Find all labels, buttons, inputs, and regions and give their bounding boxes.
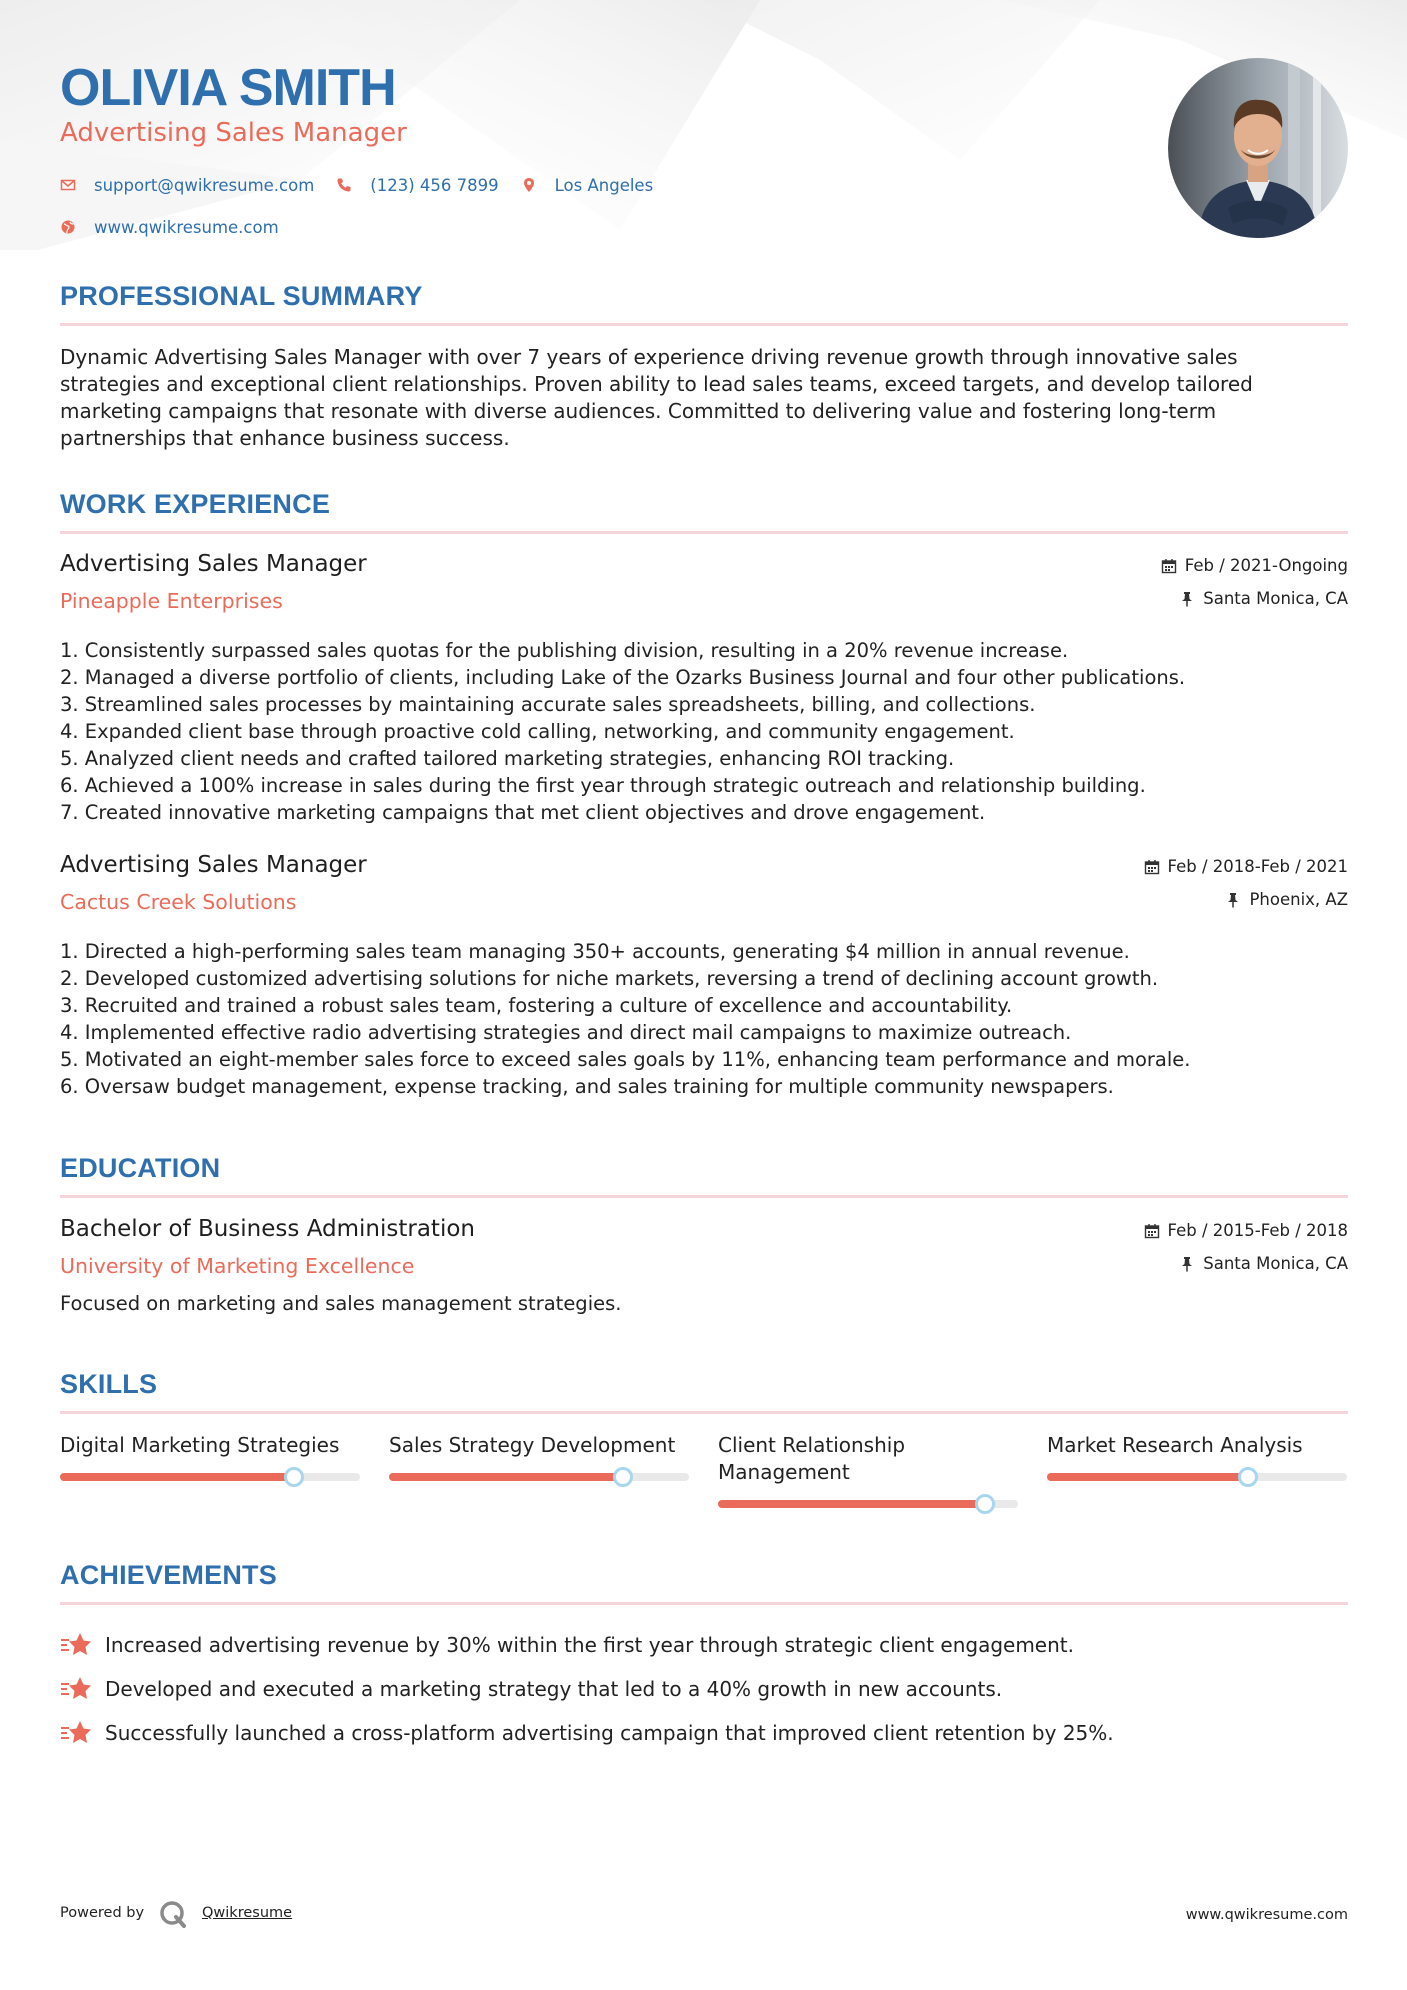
list-item: 5. Analyzed client needs and crafted tailored marketing strategies, enhancing ROI tracking.	[60, 747, 955, 770]
calendar-icon	[1161, 558, 1177, 574]
job-header	[60, 551, 1348, 625]
skill-name: Digital Marketing Strategies	[60, 1433, 340, 1457]
envelope-icon	[60, 177, 76, 193]
skills-list	[60, 1432, 1348, 1508]
list-item: 6. Achieved a 100% increase in sales during the first year through strategic outreach and relationship building.	[60, 774, 1146, 797]
skills-section	[60, 1369, 1348, 1508]
job-bullets	[60, 637, 1348, 826]
job-location-text: Santa Monica, CA	[1203, 589, 1348, 608]
footer	[60, 1895, 1348, 1935]
job-entry-2	[60, 852, 1348, 1100]
skill-bar-knob	[284, 1467, 304, 1487]
skill-item	[389, 1432, 689, 1508]
skill-bar-knob	[1238, 1467, 1258, 1487]
list-item: 5. Motivated an eight-member sales force to exceed sales goals by 11%, enhancing team performance and morale.	[60, 1048, 1191, 1071]
qwikresume-logo-icon	[158, 1899, 188, 1929]
phone-contact	[336, 176, 498, 195]
pushpin-icon	[1225, 892, 1241, 908]
summary-section	[60, 281, 1348, 452]
section-divider	[60, 323, 1348, 326]
education-location-text: Santa Monica, CA	[1203, 1254, 1348, 1273]
skill-bar	[1047, 1473, 1347, 1481]
contact-info	[60, 173, 960, 257]
candidate-name: OLIVIA SMITH	[60, 59, 396, 117]
achievements-section	[60, 1560, 1348, 1755]
job-date-text: Feb / 2018-Feb / 2021	[1167, 857, 1348, 876]
job-company: Cactus Creek Solutions	[60, 890, 297, 914]
map-pin-icon	[521, 177, 537, 193]
skill-bar	[389, 1473, 689, 1481]
section-divider	[60, 531, 1348, 534]
achievements-list	[60, 1623, 1348, 1755]
list-item: 2. Developed customized advertising solutions for niche markets, reversing a trend of declining account growth.	[60, 967, 1159, 990]
phone-number: (123) 456 7899	[370, 175, 499, 195]
section-divider	[60, 1411, 1348, 1414]
job-location	[1225, 890, 1348, 909]
skill-bar-fill	[718, 1500, 985, 1508]
job-location-text: Phoenix, AZ	[1249, 890, 1348, 909]
job-date-text: Feb / 2021-Ongoing	[1184, 556, 1348, 575]
pushpin-icon	[1179, 591, 1195, 607]
job-date	[1144, 857, 1348, 876]
summary-line: Dynamic Advertising Sales Manager with over 7 years of experience driving revenue growth through innovative sales	[60, 345, 1238, 369]
calendar-icon	[1144, 859, 1160, 875]
experience-section	[60, 489, 1348, 534]
list-item: 1. Directed a high-performing sales team managing 350+ accounts, generating $4 million in annual revenue.	[60, 940, 1130, 963]
location-contact	[521, 176, 654, 195]
job-role: Advertising Sales Manager	[60, 551, 367, 577]
website-contact[interactable]	[60, 218, 279, 237]
profile-photo	[1168, 58, 1348, 238]
section-divider	[60, 1195, 1348, 1198]
job-date	[1161, 556, 1348, 575]
education-description: Focused on marketing and sales management strategies.	[60, 1292, 622, 1315]
phone-icon	[336, 177, 352, 193]
footer-url-link[interactable]: www.qwikresume.com	[1185, 1907, 1348, 1923]
skill-bar-fill	[1047, 1473, 1248, 1481]
degree: Bachelor of Business Administration	[60, 1216, 475, 1242]
list-item: 7. Created innovative marketing campaigns that met client objectives and drove engagement.	[60, 801, 986, 824]
achievement-text: Increased advertising revenue by 30% within the first year through strategic client engagement.	[105, 1633, 1074, 1657]
education-header	[60, 1216, 1348, 1290]
summary-text	[60, 344, 1348, 452]
skill-name: Sales Strategy Development	[389, 1433, 676, 1457]
star-badge-icon	[60, 1631, 92, 1659]
summary-line: strategies and exceptional client relationships. Proven ability to lead sales teams, exceed targets, and develop tailored	[60, 372, 1253, 396]
list-item: 3. Recruited and trained a robust sales team, fostering a culture of excellence and accountability.	[60, 994, 1013, 1017]
list-item: 2. Managed a diverse portfolio of clients, including Lake of the Ozarks Business Journal and four other publications.	[60, 666, 1186, 689]
skill-bar-knob	[613, 1467, 633, 1487]
email-link[interactable]: support@qwikresume.com	[94, 175, 315, 195]
pushpin-icon	[1179, 1256, 1195, 1272]
achievement-item	[60, 1667, 1348, 1711]
powered-by-label: Powered by	[60, 1905, 145, 1921]
list-item: 6. Oversaw budget management, expense tracking, and sales training for multiple community newspapers.	[60, 1075, 1114, 1098]
job-location	[1179, 589, 1348, 608]
achievement-item	[60, 1711, 1348, 1755]
skill-item	[1047, 1432, 1347, 1508]
skill-name: Market Research Analysis	[1047, 1433, 1303, 1457]
website-link[interactable]: www.qwikresume.com	[94, 217, 279, 237]
skill-name: Client Relationship Management	[718, 1433, 906, 1484]
skill-item	[60, 1432, 360, 1508]
contact-row-2	[60, 215, 960, 239]
education-entry	[60, 1216, 1348, 1315]
education-date	[1144, 1221, 1348, 1240]
job-entry-1	[60, 551, 1348, 826]
skill-bar	[60, 1473, 360, 1481]
job-bullets	[60, 938, 1348, 1100]
job-company: Pineapple Enterprises	[60, 589, 283, 613]
list-item: 1. Consistently surpassed sales quotas for the publishing division, resulting in a 20% revenue increase.	[60, 639, 1069, 662]
list-item: 3. Streamlined sales processes by maintaining accurate sales spreadsheets, billing, and collections.	[60, 693, 1036, 716]
summary-line: marketing campaigns that resonate with diverse audiences. Committed to delivering value and fostering long-term	[60, 399, 1217, 423]
star-badge-icon	[60, 1719, 92, 1747]
list-item: 4. Implemented effective radio advertising strategies and direct mail campaigns to maximize outreach.	[60, 1021, 1072, 1044]
skill-item	[718, 1432, 1018, 1508]
achievement-text: Successfully launched a cross-platform advertising campaign that improved client retention by 25%.	[105, 1721, 1114, 1745]
email-contact[interactable]	[60, 176, 314, 195]
section-title-education: EDUCATION	[60, 1153, 221, 1183]
section-title-summary: PROFESSIONAL SUMMARY	[60, 281, 423, 311]
education-section	[60, 1153, 1348, 1198]
job-role: Advertising Sales Manager	[60, 852, 367, 878]
calendar-icon	[1144, 1223, 1160, 1239]
achievement-text: Developed and executed a marketing strategy that led to a 40% growth in new accounts.	[105, 1677, 1003, 1701]
section-title-achievements: ACHIEVEMENTS	[60, 1560, 277, 1590]
list-item: 4. Expanded client base through proactive cold calling, networking, and community engagement.	[60, 720, 1015, 743]
section-divider	[60, 1602, 1348, 1605]
brand-link[interactable]: Qwikresume	[202, 1905, 293, 1921]
skill-bar-fill	[389, 1473, 623, 1481]
location-text: Los Angeles	[554, 175, 654, 195]
candidate-title: Advertising Sales Manager	[60, 118, 407, 148]
contact-row-1	[60, 173, 960, 197]
skill-bar-knob	[975, 1494, 995, 1514]
achievement-item	[60, 1623, 1348, 1667]
star-badge-icon	[60, 1675, 92, 1703]
section-title-skills: SKILLS	[60, 1369, 158, 1399]
skill-bar-fill	[60, 1473, 294, 1481]
school: University of Marketing Excellence	[60, 1254, 415, 1278]
skill-bar	[718, 1500, 1018, 1508]
summary-line: partnerships that enhance business success.	[60, 426, 510, 450]
globe-icon	[60, 219, 76, 235]
job-header	[60, 852, 1348, 926]
section-title-experience: WORK EXPERIENCE	[60, 489, 331, 519]
education-location	[1179, 1254, 1348, 1273]
education-date-text: Feb / 2015-Feb / 2018	[1167, 1221, 1348, 1240]
